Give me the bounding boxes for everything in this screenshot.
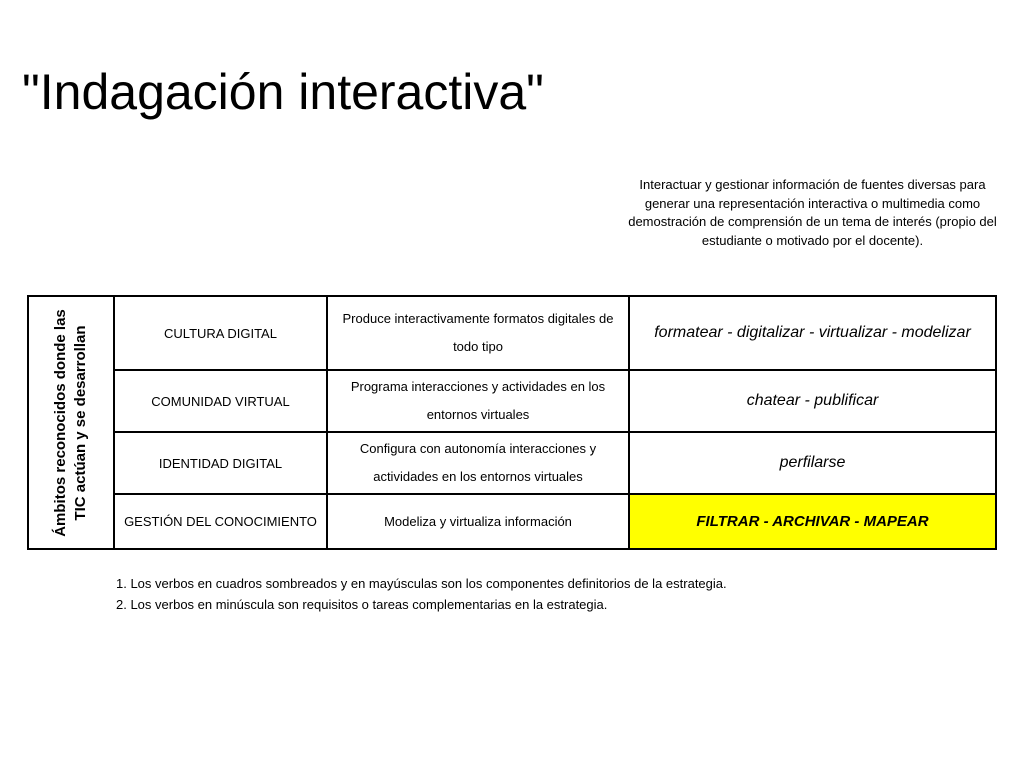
slide-title: "Indagación interactiva" <box>22 63 544 120</box>
description-cell: Modeliza y virtualiza información <box>327 494 629 549</box>
verbs-cell: formatear - digitalizar - virtualizar - modelizar <box>629 296 996 370</box>
side-header-text: Ámbitos reconocidos donde las TIC actúan y se desarrollan <box>52 308 89 537</box>
strategy-table-wrapper <box>27 295 997 550</box>
description-cell: Configura con autonomía interacciones y actividades en los entornos virtuales <box>327 432 629 494</box>
verbs-cell: chatear - publificar <box>629 370 996 432</box>
description-cell: Programa interacciones y actividades en los entornos virtuales <box>327 370 629 432</box>
verbs-cell-highlighted: FILTRAR - ARCHIVAR - MAPEAR <box>629 494 996 549</box>
footnotes <box>116 573 727 615</box>
area-cell: GESTIÓN DEL CONOCIMIENTO <box>114 494 327 549</box>
table-row <box>28 494 996 549</box>
intro-paragraph: Interactuar y gestionar información de fuentes diversas para generar una representación interactiva o multimedia como demostración de comprensión de un tema de interés (propio del estudiante o motivado por el docente). <box>628 177 997 248</box>
footnote-1: 1. Los verbos en cuadros sombreados y en mayúsculas son los componentes definitorios de la estrategia. <box>116 576 727 591</box>
area-cell: COMUNIDAD VIRTUAL <box>114 370 327 432</box>
description-cell: Produce interactivamente formatos digitales de todo tipo <box>327 296 629 370</box>
footnote-2: 2. Los verbos en minúscula son requisitos o tareas complementarias en la estrategia. <box>116 597 608 612</box>
table-row <box>28 432 996 494</box>
area-cell: IDENTIDAD DIGITAL <box>114 432 327 494</box>
verbs-cell: perfilarse <box>629 432 996 494</box>
table-row <box>28 370 996 432</box>
side-header-cell <box>28 296 114 549</box>
area-cell: CULTURA DIGITAL <box>114 296 327 370</box>
table-row <box>28 296 996 370</box>
strategy-table <box>27 295 997 550</box>
